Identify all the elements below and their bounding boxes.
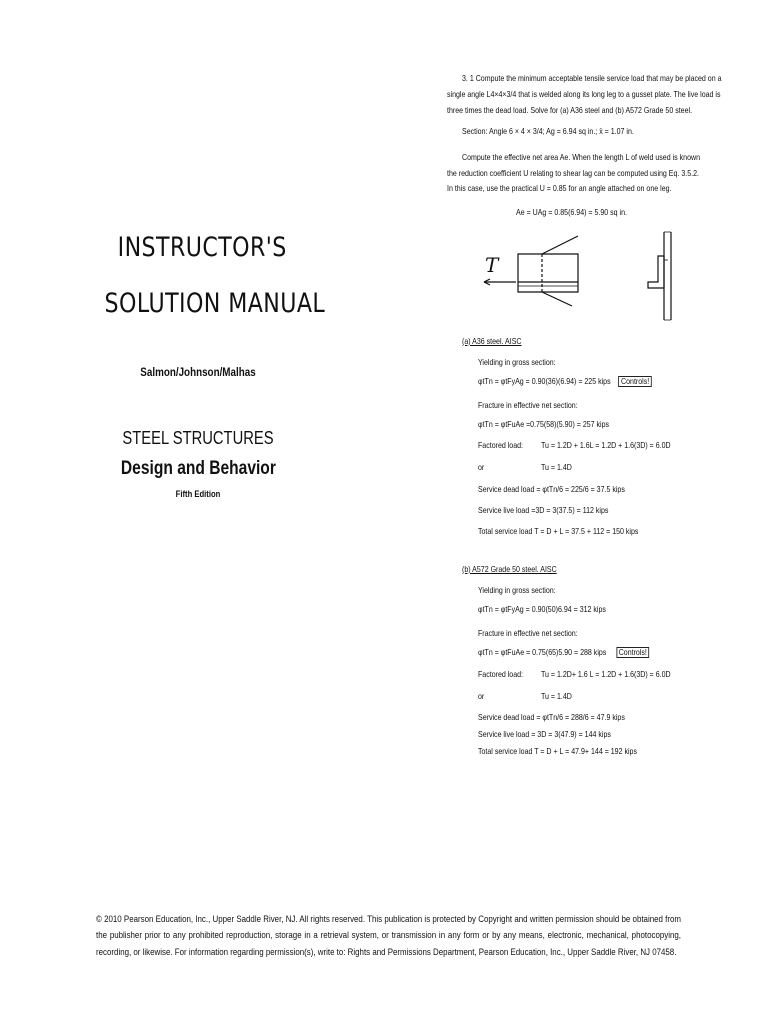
problem-statement-line-2: single angle L4×4×3/4 that is welded along its long leg to a gusset plate. The live load is	[447, 90, 721, 99]
part-a-total-load: Total service load T = D + L = 37.5 + 112 = 150 kips	[478, 527, 639, 536]
section-properties: Section: Angle 6 × 4 × 3/4; Ag = 6.94 sq in.; x̄ = 1.07 in.	[462, 127, 634, 136]
part-b-controls-badge: Controls!	[616, 647, 649, 658]
part-b-or-eq: Tu = 1.4D	[541, 692, 572, 701]
effective-area-text-line-3: In this case, use the practical U = 0.85 for an angle attached on one leg.	[447, 184, 672, 193]
part-b-factored-label: Factored load:	[478, 670, 524, 679]
part-b-factored-eq: Tu = 1.2D+ 1.6 L = 1.2D + 1.6(3D) = 6.0D	[541, 670, 671, 679]
part-b-header: (b) A572 Grade 50 steel. AISC	[462, 565, 557, 574]
part-a-dead-load: Service dead load = φtTn/6 = 225/6 = 37.5 kips	[478, 485, 625, 494]
effective-area-text-line-2: the reduction coefficient U relating to shear lag can be computed using Eq. 3.5.2.	[447, 169, 699, 178]
angle-gusset-sketch	[476, 226, 688, 326]
part-b-fracture-eq	[478, 648, 649, 657]
manual-title-line-2: SOLUTION MANUAL	[104, 288, 326, 319]
problem-statement-line-3: three times the dead load. Solve for (a) A36 steel and (b) A572 Grade 50 steel.	[447, 106, 693, 115]
part-b-dead-load: Service dead load = φtTn/6 = 288/6 = 47.9 kips	[478, 713, 625, 722]
part-b-fracture-eq-text: φtTn = φtFuAe = 0.75(65)5.90 = 288 kips	[478, 648, 607, 657]
authors: Salmon/Johnson/Malhas	[140, 365, 256, 379]
book-title: STEEL STRUCTURES	[122, 428, 274, 448]
part-a-header: (a) A36 steel. AISC	[462, 337, 522, 346]
effective-area-text-line-1: Compute the effective net area Ae. When the length L of weld used is known	[462, 153, 700, 162]
part-b-or: or	[478, 692, 485, 701]
part-a-fracture-eq: φtTn = φtFuAe =0.75(58)(5.90) = 257 kips	[478, 420, 610, 429]
part-a-factored-eq: Tu = 1.2D + 1.6L = 1.2D + 1.6(3D) = 6.0D	[541, 441, 671, 450]
part-a-live-load: Service live load =3D = 3(37.5) = 112 kips	[478, 506, 609, 515]
manual-title-line-1: INSTRUCTOR'S	[117, 232, 287, 263]
part-b-yield-label: Yielding in gross section:	[478, 586, 556, 595]
part-a-yield-label: Yielding in gross section:	[478, 358, 556, 367]
problem-statement-line-1: 3. 1 Compute the minimum acceptable tensile service load that may be placed on a	[462, 74, 722, 83]
edition-label: Fifth Edition	[175, 489, 221, 499]
effective-net-area-equation: Ae = UAg = 0.85(6.94) = 5.90 sq in.	[516, 208, 627, 217]
part-a-fracture-label: Fracture in effective net section:	[478, 401, 578, 410]
part-b-total-load: Total service load T = D + L = 47.9+ 144 = 192 kips	[478, 747, 637, 756]
part-a-yield-eq	[478, 377, 652, 386]
part-b-yield-eq: φtTn = φtFyAg = 0.90(50)6.94 = 312 kips	[478, 605, 606, 614]
part-b-live-load: Service live load = 3D = 3(47.9) = 144 kips	[478, 730, 611, 739]
book-subtitle: Design and Behavior	[120, 458, 276, 479]
part-b-fracture-label: Fracture in effective net section:	[478, 629, 578, 638]
part-a-or-eq: Tu = 1.4D	[541, 463, 572, 472]
part-a-factored-label: Factored load:	[478, 441, 524, 450]
part-a-controls-badge: Controls!	[618, 376, 651, 387]
tension-label: T	[485, 253, 499, 277]
copyright-notice: © 2010 Pearson Education, Inc., Upper Saddle River, NJ. All rights reserved. This publication is protected by Copyright and written permission should be obtained from the publisher prior to any prohibited reproduction, storage in a retrieval system, or transmission in any form or by any means, electronic, mechanical, photocopying, recording, or likewise. For information regarding permission(s), write to: Rights and Permissions Department, Pearson Education, Inc., Upper Saddle River, NJ 07458.	[96, 914, 681, 957]
part-a-yield-eq-text: φtTn = φtFyAg = 0.90(36)(6.94) = 225 kips	[478, 377, 611, 386]
part-a-or: or	[478, 463, 485, 472]
